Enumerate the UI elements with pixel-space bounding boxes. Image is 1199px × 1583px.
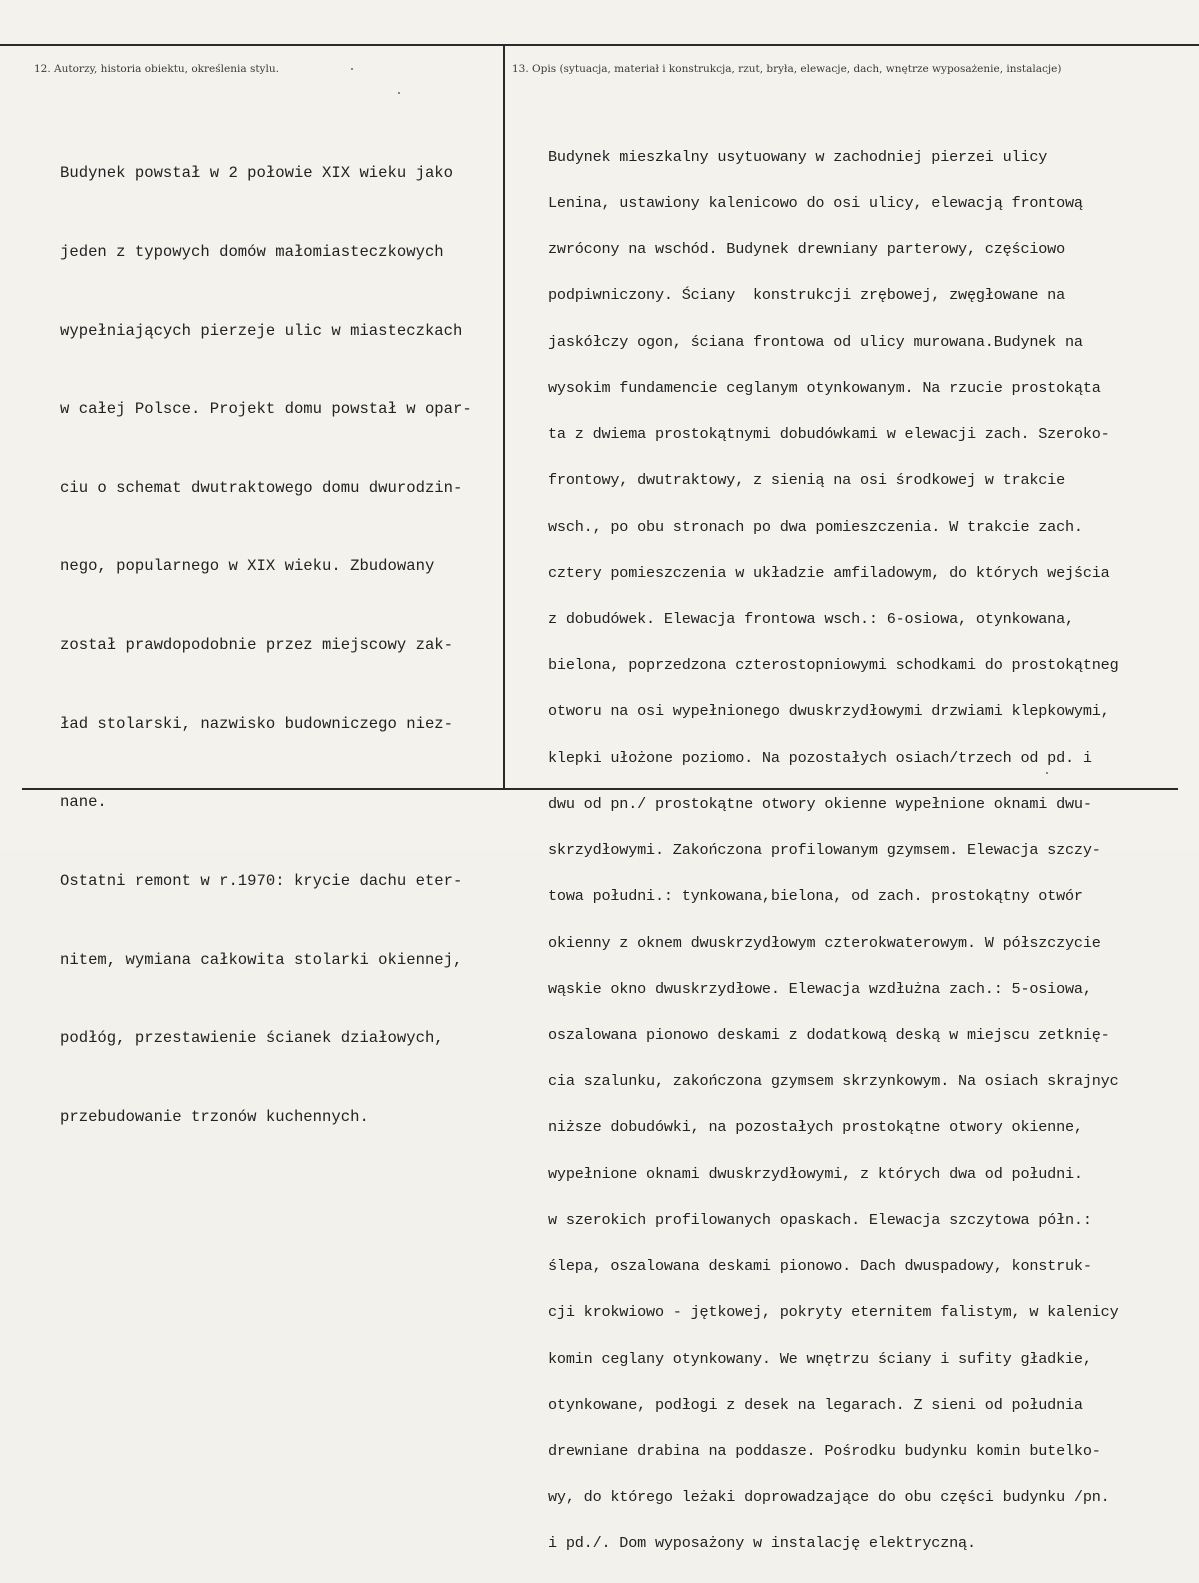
description-line: ślepa, oszalowana deskami pionowo. Dach dwuspadowy, konstruk- (548, 1257, 1092, 1276)
description-line: ta z dwiema prostokątnymi dobudówkami w elewacji zach. Szeroko- (548, 425, 1110, 444)
description-line: wy, do którego leżaki doprowadzające do obu części budynku /pn. (548, 1488, 1110, 1507)
description-line: wąskie okno dwuskrzydłowe. Elewacja wzdłużna zach.: 5-osiowa, (548, 979, 1092, 998)
description-line: komin ceglany otynkowany. We wnętrzu ściany i sufity gładkie, (548, 1349, 1092, 1368)
description-line: podpiwniczony. Ściany konstrukcji zrębowej, zwęgłowane na (548, 286, 1066, 305)
field-12-label: 12. Autorzy, historia obiektu, określenia stylu. (34, 63, 279, 75)
description-line: frontowy, dwutraktowy, z sienią na osi środkowej w trakcie (548, 471, 1066, 490)
description-line: oszalowana pionowo deskami z dodatkową deską w miejscu zetknię- (548, 1025, 1110, 1044)
history-line: nego, popularnego w XIX wieku. Zbudowany (60, 557, 435, 576)
description-line: cia szalunku, zakończona gzymsem skrzynkowym. Na osiach skrajnyc (548, 1072, 1119, 1091)
description-text (548, 119, 1119, 1583)
history-line: przebudowanie trzonów kuchennych. (60, 1107, 369, 1126)
description-line: otworu na osi wypełnionego dwuskrzydłowymi drzwiami klepkowymi, (548, 702, 1110, 721)
description-line: towa południ.: tynkowana,bielona, od zach. prostokątny otwór (548, 887, 1083, 906)
column-divider (503, 45, 505, 789)
description-line: bielona, poprzedzona czterostopniowymi schodkami do prostokątneg (548, 656, 1119, 675)
history-line: został prawdopodobnie przez miejscowy zak- (60, 636, 454, 655)
description-line: okienny z oknem dwuskrzydłowym czterokwaterowym. W półszczycie (548, 933, 1101, 952)
history-line: wypełniających pierzeje ulic w miasteczkach (60, 321, 463, 340)
description-line: wsch., po obu stronach po dwa pomieszczenia. W trakcie zach. (548, 517, 1083, 536)
description-line: i pd./. Dom wyposażony w instalację elektryczną. (548, 1534, 976, 1553)
history-line: podłóg, przestawienie ścianek działowych, (60, 1029, 444, 1048)
description-line: dwu od pn./ prostokątne otwory okienne wypełnione oknami dwu- (548, 794, 1092, 813)
history-line: ład stolarski, nazwisko budowniczego niez- (60, 714, 454, 733)
description-line: klepki ułożone poziomo. Na pozostałych osiach/trzech od pd. i (548, 748, 1092, 767)
description-line: cji krokwiowo - jętkowej, pokryty eternitem falistym, w kalenicy (548, 1303, 1119, 1322)
description-line: Lenina, ustawiony kalenicowo do osi ulicy, elewacją frontową (548, 194, 1083, 213)
description-line: wysokim fundamencie ceglanym otynkowanym. Na rzucie prostokąta (548, 378, 1101, 397)
paper-speck (398, 92, 400, 94)
field-13-label: 13. Opis (sytuacja, materiał i konstrukcja, rzut, bryła, elewacje, dach, wnętrze wyposażenie, instalacje) (512, 63, 1062, 75)
description-line: zwrócony na wschód. Budynek drewniany parterowy, częściowo (548, 240, 1066, 259)
description-line: jaskółczy ogon, ściana frontowa od ulicy murowana.Budynek na (548, 332, 1083, 351)
top-rule (0, 44, 1199, 46)
history-line: Ostatni remont w r.1970: krycie dachu eter- (60, 871, 463, 890)
description-line: wypełnione oknami dwuskrzydłowymi, z których dwa od południ. (548, 1164, 1083, 1183)
description-line: niższe dobudówki, na pozostałych prostokątne otwory okienne, (548, 1118, 1083, 1137)
history-text (60, 108, 472, 1182)
history-line: jeden z typowych domów małomiasteczkowych (60, 243, 444, 262)
description-line: Budynek mieszkalny usytuowany w zachodniej pierzei ulicy (548, 147, 1048, 166)
description-line: otynkowane, podłogi z desek na legarach. Z sieni od południa (548, 1395, 1083, 1414)
description-line: cztery pomieszczenia w układzie amfiladowym, do których wejścia (548, 563, 1110, 582)
description-line: skrzydłowymi. Zakończona profilowanym gzymsem. Elewacja szczy- (548, 841, 1101, 860)
description-line: drewniane drabina na poddasze. Pośrodku budynku komin butelko- (548, 1441, 1101, 1460)
history-line: ciu o schemat dwutraktowego domu dwurodzin- (60, 478, 463, 497)
description-line: z dobudówek. Elewacja frontowa wsch.: 6-osiowa, otynkowana, (548, 610, 1074, 628)
paper-speck (351, 68, 353, 70)
history-line: nane. (60, 793, 107, 812)
history-line: nitem, wymiana całkowita stolarki okiennej, (60, 950, 463, 969)
paper-speck (1046, 772, 1048, 774)
description-line: w szerokich profilowanych opaskach. Elewacja szczytowa półn.: (548, 1210, 1092, 1229)
history-line: Budynek powstał w 2 połowie XIX wieku jako (60, 164, 454, 183)
history-line: w całej Polsce. Projekt domu powstał w opar- (60, 400, 472, 419)
